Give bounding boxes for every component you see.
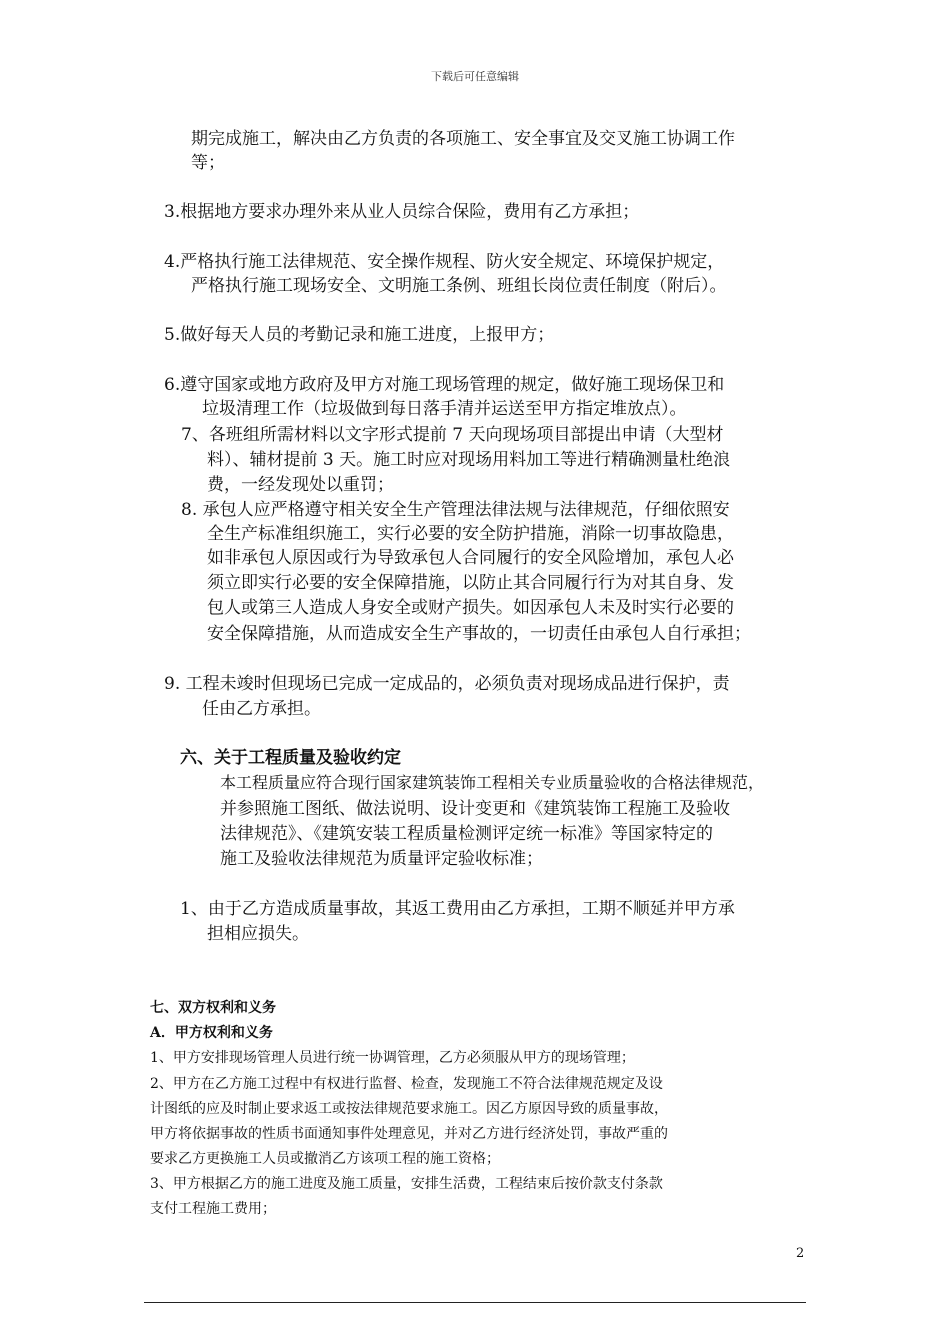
footer-divider	[144, 1302, 806, 1303]
list-item-9: 9. 工程未竣时但现场已完成一定成品的，必须负责对现场成品进行保护，责	[164, 674, 730, 694]
text-line: 支付工程施工费用；	[150, 1201, 276, 1217]
list-item-8: 8. 承包人应严格遵守相关安全生产管理法律法规与法律规范，仔细依照安	[181, 500, 730, 520]
section-heading-6: 六、关于工程质量及验收约定	[180, 748, 401, 768]
text-line: 施工及验收法律规范为质量评定验收标准；	[220, 849, 543, 869]
text-line: 甲方将依据事故的性质书面通知事件处理意见，并对乙方进行经济处罚，事故严重的	[150, 1126, 668, 1142]
list-item-4: 4.严格执行施工法律规范、安全操作规程、防火安全规定、环境保护规定，	[164, 252, 725, 272]
text-line: 计图纸的应及时制止要求返工或按法律规范要求施工。因乙方原因导致的质量事故，	[150, 1101, 668, 1117]
text-line: 2、甲方在乙方施工过程中有权进行监督、检查，发现施工不符合法律规范规定及设	[150, 1076, 663, 1092]
text-line: 垃圾清理工作（垃圾做到每日落手清并运送至甲方指定堆放点）。	[202, 399, 687, 419]
subsection-heading-a: A．甲方权利和义务	[150, 1025, 273, 1041]
text-line: 如非承包人原因或行为导致承包人合同履行的安全风险增加，承包人必	[207, 548, 734, 568]
list-item-7: 7、各班组所需材料以文字形式提前 7 天向现场项目部提出申请（大型材	[181, 425, 724, 445]
numbered-item-1: 1、由于乙方造成质量事故，其返工费用由乙方承担，工期不顺延并甲方承	[180, 899, 735, 919]
list-item-3: 3.根据地方要求办理外来从业人员综合保险，费用有乙方承担；	[164, 202, 640, 222]
list-item-6: 6.遵守国家或地方政府及甲方对施工现场管理的规定，做好施工现场保卫和	[164, 375, 725, 395]
text-line: 担相应损失。	[207, 924, 309, 944]
page-header: 下载后可任意编辑	[431, 70, 519, 83]
text-line: 包人或第三人造成人身安全或财产损失。如因承包人未及时实行必要的	[207, 598, 734, 618]
text-line: 本工程质量应符合现行国家建筑装饰工程相关专业质量验收的合格法律规范，	[220, 773, 765, 792]
list-item-5: 5.做好每天人员的考勤记录和施工进度，上报甲方；	[164, 325, 555, 345]
text-line: 全生产标准组织施工，实行必要的安全防护措施，消除一切事故隐患，	[207, 524, 734, 544]
text-line: 法律规范》、《建筑安装工程质量检测评定统一标准》等国家特定的	[220, 824, 713, 844]
text-line: 要求乙方更换施工人员或撤消乙方该项工程的施工资格；	[150, 1151, 500, 1167]
text-line: 任由乙方承担。	[202, 699, 321, 719]
text-line: 须立即实行必要的安全保障措施，以防止其合同履行行为对其自身、发	[207, 573, 734, 593]
text-line: 期完成施工，解决由乙方负责的各项施工、安全事宜及交叉施工协调工作	[191, 129, 735, 149]
text-line: 等；	[191, 153, 225, 173]
text-line: 料）、辅材提前 3 天。施工时应对现场用料加工等进行精确测量杜绝浪	[207, 450, 731, 470]
section-heading-7: 七、双方权利和义务	[150, 1000, 276, 1016]
page-number: 2	[796, 1246, 805, 1261]
text-line: 3、甲方根据乙方的施工进度及施工质量，安排生活费，工程结束后按价款支付条款	[150, 1176, 663, 1192]
text-line: 1、甲方安排现场管理人员进行统一协调管理，乙方必须服从甲方的现场管理；	[150, 1050, 635, 1066]
text-line: 并参照施工图纸、做法说明、设计变更和《建筑装饰工程施工及验收	[220, 799, 730, 819]
text-line: 严格执行施工现场安全、文明施工条例、班组长岗位责任制度（附后）。	[191, 276, 727, 296]
text-line: 费，一经发现处以重罚；	[207, 475, 394, 495]
text-line: 安全保障措施，从而造成安全生产事故的，一切责任由承包人自行承担；	[207, 624, 751, 644]
